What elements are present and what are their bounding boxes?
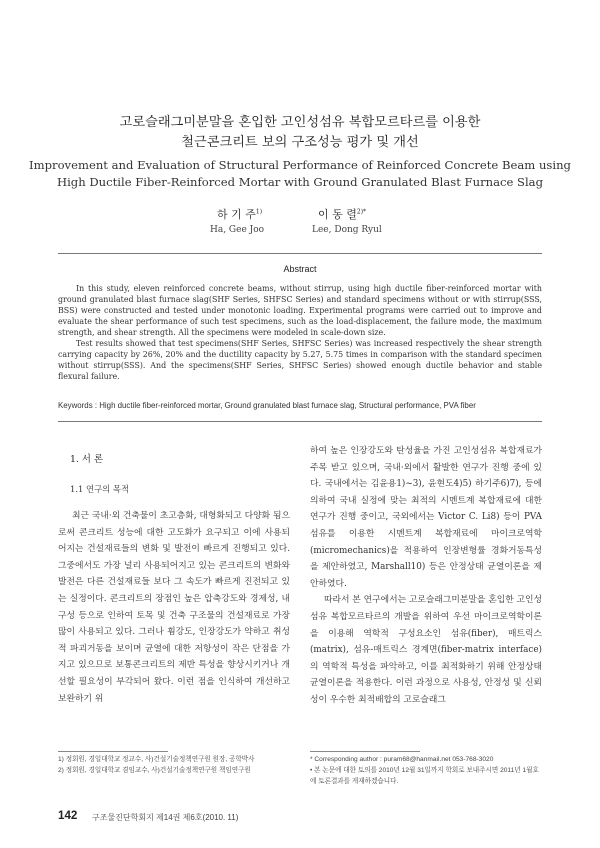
left-column-body (58, 508, 290, 707)
footnote-corresponding-author: * Corresponding author : puram68@hanmail.net 053-768-3020 (310, 756, 494, 763)
abstract-body (58, 283, 542, 382)
keywords-text: : High ductile fiber-reinforced mortar, Ground granulated blast furnace slag, Structural performance, PVA fiber (92, 401, 476, 410)
author-1-name-english: Ha, Gee Joo (210, 225, 265, 235)
paper-title-korean-line1: 고로슬래그미분말을 혼입한 고인성섬유 복합모르타르를 이용한 (119, 115, 481, 130)
keywords-label: Keywords (58, 401, 93, 410)
section-1-title: 1. 서 론 (70, 454, 104, 465)
paper-title-english-line2: High Ductile Fiber-Reinforced Mortar with Ground Granulated Blast Furnace Slag (56, 175, 544, 189)
abstract-paragraph-2: Test results showed that test specimens(SHF Series, SHFSC Series) was increased respectively the shear strength carrying capacity by 26%, 20% and the ductility capacity by 5.27, 5.75 times in comparison with the standard specimen without stirrup(SSS). And the specimens(SHF Series, SHFSC Series) showed enough ductile behavior and stable flexural failure. (58, 339, 542, 381)
abstract-bottom-rule (58, 421, 542, 422)
footnote-author-1: 1) 정회원, 경일대학교 정교수, 사)건설기술정책연구원 원장, 공학박사 (58, 756, 255, 763)
journal-info: 구조물진단학회지 제14권 제6호(2010. 11) (92, 813, 239, 822)
footnote-rule-right (310, 751, 420, 752)
section-1-1-title: 1.1 연구의 목적 (70, 484, 130, 494)
footnotes-right (310, 754, 542, 787)
keywords-line (58, 401, 542, 410)
page-number: 142 (58, 809, 78, 822)
abstract-heading: Abstract (283, 264, 317, 274)
author-2-name-korean: 이 동 렬$^{2)*}$ (318, 208, 367, 221)
author-2-name-english: Lee, Dong Ryul (312, 225, 382, 235)
right-paragraph-1: 하여 높은 인장강도와 탄성율을 가진 고인성섬유 복합재료가 주목 받고 있으며, 국내·외에서 활발한 연구가 진행 중에 있다. 국내에서는 김윤용1)~3), 윤현도4)5) 하기주6)7), 등에 의하여 국내 실정에 맞는 최적의 시멘트계 복합재료에 대한 연구가 진행 중이고, 국외에서는 Victor C. Li8) 등이 PVA섬유를 이용한 시멘트계 복합재료에 마이크로역학(micromechanics)을 적용하여 인장변형률 경화거동특성을 제안하였고, Marshall10) 등은 안정상태 균열이론을 제안하였다. (310, 446, 542, 589)
paper-title-korean-line2: 철근콘크리트 보의 구조성능 평가 및 개선 (181, 135, 419, 150)
left-paragraph: 최근 국내·외 건축물이 초고층화, 대형화되고 다양화 됨으로써 콘크리트 성능에 대한 고도화가 요구되고 이에 사용되어지는 건설재료들의 변화 및 발전이 빠르게 진행되고 있다. 그중에서도 가장 널리 사용되어지고 있는 콘크리트의 변화와 발전은 다른 건설재료들 보다 그 속도가 빠르게 진전되고 있는 실정이다. 콘크리트의 장점인 높은 압축강도와 경제성, 내구성 등으로 인하여 토목 및 건축 구조물의 건설재료로 가장 많이 사용되고 있다. 그러나 휨강도, 인장강도가 약하고 취성적 파괴거동을 보이며 균열에 대한 저항성이 작은 단점을 가지고 있으므로 보통콘크리트의 제반 특성을 향상시키거나 개선할 필요성이 부각되어 왔다. 이런 점을 인식하여 개선하고 보완하기 위 (58, 511, 290, 704)
footnote-rule-left (58, 751, 168, 752)
right-column-body (310, 443, 542, 709)
paper-title-english-line1: Improvement and Evaluation of Structural Performance of Reinforced Concrete Beam using (29, 158, 571, 172)
abstract-paragraph-1: In this study, eleven reinforced concrete beams, without stirrup, using high ductile fiber-reinforced mortar with ground granulated blast furnace slag(SHF Series, SHFSC Series) and standard specimens without or with stirrup(SSS, BSS) were constructed and tested under monotonic loading. Experimental programs were carried out to improve and evaluate the shear performance of such test specimens, such as the load-displacement, the failure mode, the maximum strength, and shear strength. All the specimens were modeled in scale-down size. (58, 284, 542, 337)
right-paragraph-2: 따라서 본 연구에서는 고로슬래그미분말을 혼입한 고인성섬유 복합모르타르의 개발을 위하여 우선 마이크로역학이론을 이용해 역학적 구성요소인 섬유(fiber), 매트릭스(matrix), 섬유-매트릭스 경계면(fiber-matrix interface)의 역학적 특성을 파악하고, 이를 최적화하기 위해 안정상태 균열이론을 적용한다. 이런 과정으로 사용성, 안정성 및 신뢰성이 우수한 최적배합의 고로슬래그 (310, 595, 542, 705)
footnote-author-2: 2) 정회원, 경일대학교 겸임교수, 사)건설기술정책연구원 책임연구원 (58, 767, 251, 774)
author-1-name-korean: 하 기 주$^{1)}$ (217, 208, 263, 221)
footnotes-left (58, 754, 290, 776)
abstract-top-rule (58, 253, 542, 254)
footnote-discussion-notice: • 본 논문에 대한 토의를 2010년 12월 31일까지 학회로 보내주시면 2011년 1월호에 토론결과를 게재하겠습니다. (310, 767, 539, 785)
